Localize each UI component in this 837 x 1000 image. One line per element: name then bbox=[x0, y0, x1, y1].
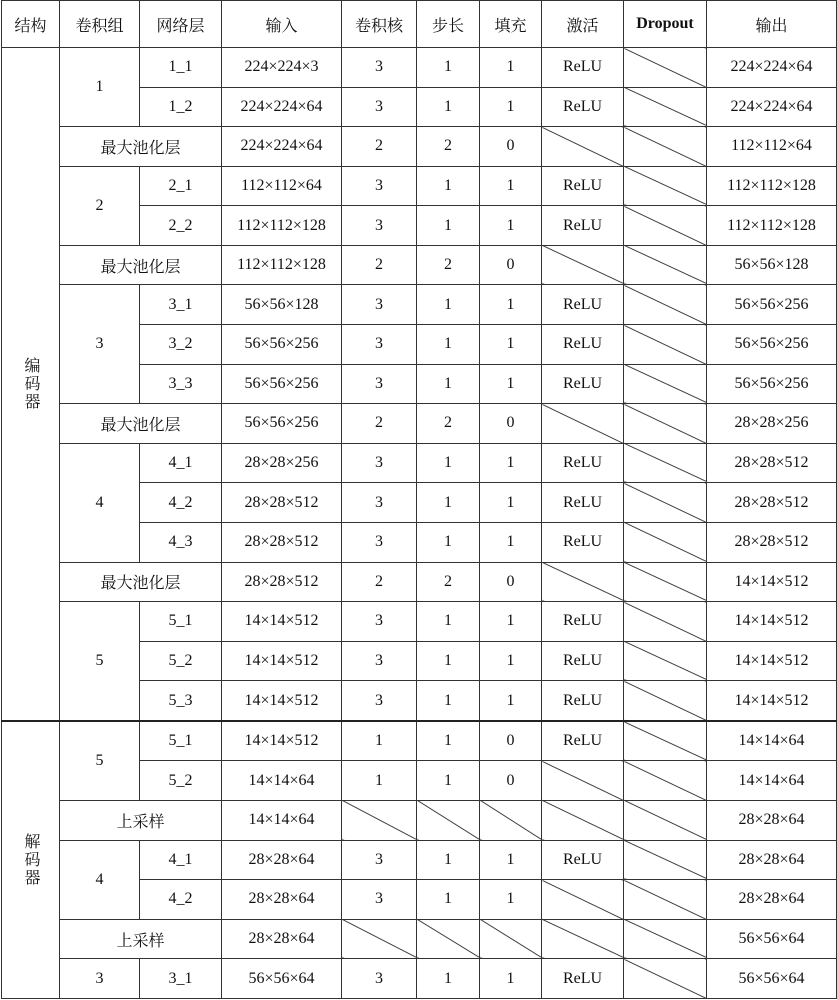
layer-cell: 4_1 bbox=[140, 840, 222, 880]
input-cell: 224×224×3 bbox=[222, 48, 342, 88]
stride-cell: 2 bbox=[417, 404, 480, 444]
stride-cell: 1 bbox=[417, 681, 480, 721]
dropout-cell-empty-diagonal bbox=[624, 166, 707, 206]
conv-group-cell: 4 bbox=[60, 443, 140, 562]
dropout-cell-empty-diagonal bbox=[624, 87, 707, 127]
table-row bbox=[2, 443, 837, 483]
dropout-cell-empty-diagonal bbox=[624, 919, 707, 959]
pooling-row bbox=[2, 562, 837, 602]
stride-cell-empty-diagonal bbox=[417, 800, 480, 840]
input-cell: 224×224×64 bbox=[222, 87, 342, 127]
kernel-cell: 3 bbox=[342, 285, 417, 325]
dropout-cell-empty-diagonal bbox=[624, 206, 707, 246]
stride-cell: 2 bbox=[417, 127, 480, 167]
output-cell: 56×56×256 bbox=[707, 325, 837, 365]
input-cell: 14×14×512 bbox=[222, 721, 342, 761]
kernel-cell-empty-diagonal bbox=[342, 800, 417, 840]
table-row bbox=[2, 721, 837, 761]
header-dropout: Dropout bbox=[624, 1, 707, 48]
activation-cell-empty-diagonal bbox=[542, 245, 624, 285]
layer-cell: 1_2 bbox=[140, 87, 222, 127]
output-cell: 56×56×256 bbox=[707, 364, 837, 404]
padding-cell: 1 bbox=[480, 522, 542, 562]
output-cell: 28×28×256 bbox=[707, 404, 837, 444]
layer-cell: 3_3 bbox=[140, 364, 222, 404]
output-cell: 56×56×64 bbox=[707, 959, 837, 999]
stride-cell: 1 bbox=[417, 721, 480, 761]
padding-cell: 0 bbox=[480, 562, 542, 602]
layer-cell: 3_1 bbox=[140, 959, 222, 999]
activation-cell: ReLU bbox=[542, 681, 624, 721]
dropout-cell-empty-diagonal bbox=[624, 880, 707, 920]
activation-cell: ReLU bbox=[542, 166, 624, 206]
table-row bbox=[2, 285, 837, 325]
dropout-cell-empty-diagonal bbox=[624, 48, 707, 88]
layer-cell: 4_2 bbox=[140, 483, 222, 523]
input-cell: 28×28×512 bbox=[222, 522, 342, 562]
stride-cell: 1 bbox=[417, 48, 480, 88]
input-cell: 14×14×512 bbox=[222, 641, 342, 681]
kernel-cell: 3 bbox=[342, 87, 417, 127]
kernel-cell: 2 bbox=[342, 127, 417, 167]
header-structure: 结构 bbox=[2, 1, 60, 48]
activation-cell-empty-diagonal bbox=[542, 761, 624, 801]
table-row bbox=[2, 166, 837, 206]
padding-cell: 0 bbox=[480, 721, 542, 761]
layer-type-cell: 最大池化层 bbox=[60, 127, 222, 167]
activation-cell: ReLU bbox=[542, 285, 624, 325]
kernel-cell: 3 bbox=[342, 880, 417, 920]
table-row bbox=[2, 840, 837, 880]
structure-cell: 解码器 bbox=[2, 721, 60, 999]
padding-cell: 0 bbox=[480, 761, 542, 801]
kernel-cell: 3 bbox=[342, 443, 417, 483]
layer-cell: 1_1 bbox=[140, 48, 222, 88]
stride-cell: 1 bbox=[417, 443, 480, 483]
dropout-cell-empty-diagonal bbox=[624, 681, 707, 721]
activation-cell: ReLU bbox=[542, 959, 624, 999]
input-cell: 14×14×512 bbox=[222, 602, 342, 642]
padding-cell: 1 bbox=[480, 87, 542, 127]
activation-cell: ReLU bbox=[542, 48, 624, 88]
pooling-row bbox=[2, 800, 837, 840]
activation-cell: ReLU bbox=[542, 522, 624, 562]
stride-cell: 2 bbox=[417, 245, 480, 285]
layer-type-cell: 最大池化层 bbox=[60, 404, 222, 444]
layer-cell: 5_1 bbox=[140, 602, 222, 642]
header-layer: 网络层 bbox=[140, 1, 222, 48]
padding-cell: 1 bbox=[480, 206, 542, 246]
input-cell: 14×14×64 bbox=[222, 800, 342, 840]
activation-cell-empty-diagonal bbox=[542, 800, 624, 840]
dropout-cell-empty-diagonal bbox=[624, 522, 707, 562]
padding-cell: 1 bbox=[480, 285, 542, 325]
activation-cell: ReLU bbox=[542, 443, 624, 483]
conv-group-cell: 5 bbox=[60, 721, 140, 801]
padding-cell: 1 bbox=[480, 483, 542, 523]
output-cell: 14×14×512 bbox=[707, 641, 837, 681]
dropout-cell-empty-diagonal bbox=[624, 285, 707, 325]
conv-group-cell: 3 bbox=[60, 285, 140, 404]
conv-group-cell: 4 bbox=[60, 840, 140, 919]
input-cell: 112×112×64 bbox=[222, 166, 342, 206]
activation-cell-empty-diagonal bbox=[542, 404, 624, 444]
activation-cell: ReLU bbox=[542, 602, 624, 642]
stride-cell: 1 bbox=[417, 761, 480, 801]
padding-cell: 1 bbox=[480, 959, 542, 999]
output-cell: 28×28×512 bbox=[707, 483, 837, 523]
layer-type-cell: 上采样 bbox=[60, 919, 222, 959]
kernel-cell: 1 bbox=[342, 761, 417, 801]
header-conv-group: 卷积组 bbox=[60, 1, 140, 48]
stride-cell: 1 bbox=[417, 602, 480, 642]
activation-cell: ReLU bbox=[542, 840, 624, 880]
stride-cell: 1 bbox=[417, 840, 480, 880]
activation-cell-empty-diagonal bbox=[542, 880, 624, 920]
table-row bbox=[2, 602, 837, 642]
kernel-cell: 3 bbox=[342, 959, 417, 999]
activation-cell: ReLU bbox=[542, 325, 624, 365]
activation-cell: ReLU bbox=[542, 87, 624, 127]
header-activation: 激活 bbox=[542, 1, 624, 48]
input-cell: 112×112×128 bbox=[222, 206, 342, 246]
dropout-cell-empty-diagonal bbox=[624, 800, 707, 840]
layer-cell: 4_2 bbox=[140, 880, 222, 920]
activation-cell-empty-diagonal bbox=[542, 562, 624, 602]
padding-cell: 1 bbox=[480, 880, 542, 920]
dropout-cell-empty-diagonal bbox=[624, 840, 707, 880]
input-cell: 28×28×512 bbox=[222, 483, 342, 523]
dropout-cell-empty-diagonal bbox=[624, 325, 707, 365]
padding-cell: 0 bbox=[480, 245, 542, 285]
header-output: 输出 bbox=[707, 1, 837, 48]
stride-cell: 1 bbox=[417, 325, 480, 365]
layer-type-cell: 上采样 bbox=[60, 800, 222, 840]
kernel-cell-empty-diagonal bbox=[342, 919, 417, 959]
output-cell: 56×56×64 bbox=[707, 919, 837, 959]
kernel-cell: 3 bbox=[342, 641, 417, 681]
kernel-cell: 3 bbox=[342, 840, 417, 880]
kernel-cell: 3 bbox=[342, 206, 417, 246]
stride-cell: 1 bbox=[417, 880, 480, 920]
padding-cell: 0 bbox=[480, 404, 542, 444]
header-padding: 填充 bbox=[480, 1, 542, 48]
output-cell: 14×14×64 bbox=[707, 761, 837, 801]
padding-cell: 1 bbox=[480, 602, 542, 642]
activation-cell: ReLU bbox=[542, 641, 624, 681]
input-cell: 28×28×64 bbox=[222, 880, 342, 920]
pooling-row bbox=[2, 127, 837, 167]
stride-cell: 1 bbox=[417, 166, 480, 206]
layer-cell: 5_1 bbox=[140, 721, 222, 761]
output-cell: 224×224×64 bbox=[707, 87, 837, 127]
dropout-cell-empty-diagonal bbox=[624, 245, 707, 285]
dropout-cell-empty-diagonal bbox=[624, 602, 707, 642]
header-stride: 步长 bbox=[417, 1, 480, 48]
stride-cell: 2 bbox=[417, 562, 480, 602]
input-cell: 56×56×256 bbox=[222, 404, 342, 444]
conv-group-cell: 1 bbox=[60, 48, 140, 127]
table-body bbox=[2, 48, 837, 999]
output-cell: 14×14×512 bbox=[707, 562, 837, 602]
input-cell: 112×112×128 bbox=[222, 245, 342, 285]
layer-type-cell: 最大池化层 bbox=[60, 562, 222, 602]
padding-cell: 1 bbox=[480, 443, 542, 483]
header-kernel: 卷积核 bbox=[342, 1, 417, 48]
input-cell: 224×224×64 bbox=[222, 127, 342, 167]
stride-cell: 1 bbox=[417, 641, 480, 681]
output-cell: 14×14×64 bbox=[707, 721, 837, 761]
output-cell: 224×224×64 bbox=[707, 48, 837, 88]
activation-cell-empty-diagonal bbox=[542, 127, 624, 167]
dropout-cell-empty-diagonal bbox=[624, 127, 707, 167]
dropout-cell-empty-diagonal bbox=[624, 959, 707, 999]
padding-cell-empty-diagonal bbox=[480, 800, 542, 840]
input-cell: 14×14×64 bbox=[222, 761, 342, 801]
output-cell: 14×14×512 bbox=[707, 602, 837, 642]
layer-cell: 5_3 bbox=[140, 681, 222, 721]
padding-cell: 1 bbox=[480, 681, 542, 721]
dropout-cell-empty-diagonal bbox=[624, 483, 707, 523]
layer-cell: 3_2 bbox=[140, 325, 222, 365]
padding-cell: 0 bbox=[480, 127, 542, 167]
padding-cell: 1 bbox=[480, 48, 542, 88]
layer-cell: 2_1 bbox=[140, 166, 222, 206]
kernel-cell: 3 bbox=[342, 602, 417, 642]
dropout-cell-empty-diagonal bbox=[624, 443, 707, 483]
dropout-cell-empty-diagonal bbox=[624, 562, 707, 602]
pooling-row bbox=[2, 245, 837, 285]
kernel-cell: 2 bbox=[342, 562, 417, 602]
stride-cell: 1 bbox=[417, 206, 480, 246]
dropout-cell-empty-diagonal bbox=[624, 721, 707, 761]
output-cell: 28×28×64 bbox=[707, 800, 837, 840]
activation-cell: ReLU bbox=[542, 364, 624, 404]
padding-cell: 1 bbox=[480, 840, 542, 880]
kernel-cell: 3 bbox=[342, 166, 417, 206]
input-cell: 56×56×256 bbox=[222, 364, 342, 404]
layer-cell: 2_2 bbox=[140, 206, 222, 246]
activation-cell: ReLU bbox=[542, 721, 624, 761]
kernel-cell: 3 bbox=[342, 325, 417, 365]
dropout-cell-empty-diagonal bbox=[624, 404, 707, 444]
pooling-row bbox=[2, 404, 837, 444]
stride-cell: 1 bbox=[417, 285, 480, 325]
input-cell: 56×56×256 bbox=[222, 325, 342, 365]
layer-cell: 3_1 bbox=[140, 285, 222, 325]
header-row bbox=[2, 1, 837, 48]
kernel-cell: 3 bbox=[342, 364, 417, 404]
output-cell: 28×28×64 bbox=[707, 840, 837, 880]
kernel-cell: 3 bbox=[342, 522, 417, 562]
layer-cell: 5_2 bbox=[140, 761, 222, 801]
layer-cell: 4_3 bbox=[140, 522, 222, 562]
structure-cell: 编码器 bbox=[2, 48, 60, 721]
network-architecture-table bbox=[1, 0, 837, 999]
header-input: 输入 bbox=[222, 1, 342, 48]
activation-cell: ReLU bbox=[542, 206, 624, 246]
padding-cell: 1 bbox=[480, 166, 542, 206]
layer-cell: 5_2 bbox=[140, 641, 222, 681]
activation-cell: ReLU bbox=[542, 483, 624, 523]
conv-group-cell: 3 bbox=[60, 959, 140, 999]
output-cell: 112×112×64 bbox=[707, 127, 837, 167]
conv-group-cell: 5 bbox=[60, 602, 140, 721]
input-cell: 28×28×256 bbox=[222, 443, 342, 483]
kernel-cell: 2 bbox=[342, 404, 417, 444]
output-cell: 56×56×128 bbox=[707, 245, 837, 285]
padding-cell: 1 bbox=[480, 364, 542, 404]
stride-cell-empty-diagonal bbox=[417, 919, 480, 959]
output-cell: 112×112×128 bbox=[707, 166, 837, 206]
output-cell: 14×14×512 bbox=[707, 681, 837, 721]
input-cell: 28×28×512 bbox=[222, 562, 342, 602]
stride-cell: 1 bbox=[417, 364, 480, 404]
conv-group-cell: 2 bbox=[60, 166, 140, 245]
padding-cell: 1 bbox=[480, 325, 542, 365]
kernel-cell: 3 bbox=[342, 483, 417, 523]
kernel-cell: 2 bbox=[342, 245, 417, 285]
padding-cell: 1 bbox=[480, 641, 542, 681]
kernel-cell: 3 bbox=[342, 681, 417, 721]
table-row bbox=[2, 959, 837, 999]
stride-cell: 1 bbox=[417, 483, 480, 523]
table-row bbox=[2, 48, 837, 88]
output-cell: 28×28×512 bbox=[707, 522, 837, 562]
input-cell: 56×56×64 bbox=[222, 959, 342, 999]
input-cell: 28×28×64 bbox=[222, 919, 342, 959]
input-cell: 56×56×128 bbox=[222, 285, 342, 325]
activation-cell-empty-diagonal bbox=[542, 919, 624, 959]
input-cell: 28×28×64 bbox=[222, 840, 342, 880]
output-cell: 112×112×128 bbox=[707, 206, 837, 246]
stride-cell: 1 bbox=[417, 87, 480, 127]
layer-cell: 4_1 bbox=[140, 443, 222, 483]
stride-cell: 1 bbox=[417, 522, 480, 562]
kernel-cell: 3 bbox=[342, 48, 417, 88]
stride-cell: 1 bbox=[417, 959, 480, 999]
pooling-row bbox=[2, 919, 837, 959]
output-cell: 56×56×256 bbox=[707, 285, 837, 325]
input-cell: 14×14×512 bbox=[222, 681, 342, 721]
dropout-cell-empty-diagonal bbox=[624, 761, 707, 801]
padding-cell-empty-diagonal bbox=[480, 919, 542, 959]
dropout-cell-empty-diagonal bbox=[624, 641, 707, 681]
output-cell: 28×28×512 bbox=[707, 443, 837, 483]
output-cell: 28×28×64 bbox=[707, 880, 837, 920]
layer-type-cell: 最大池化层 bbox=[60, 245, 222, 285]
dropout-cell-empty-diagonal bbox=[624, 364, 707, 404]
kernel-cell: 1 bbox=[342, 721, 417, 761]
